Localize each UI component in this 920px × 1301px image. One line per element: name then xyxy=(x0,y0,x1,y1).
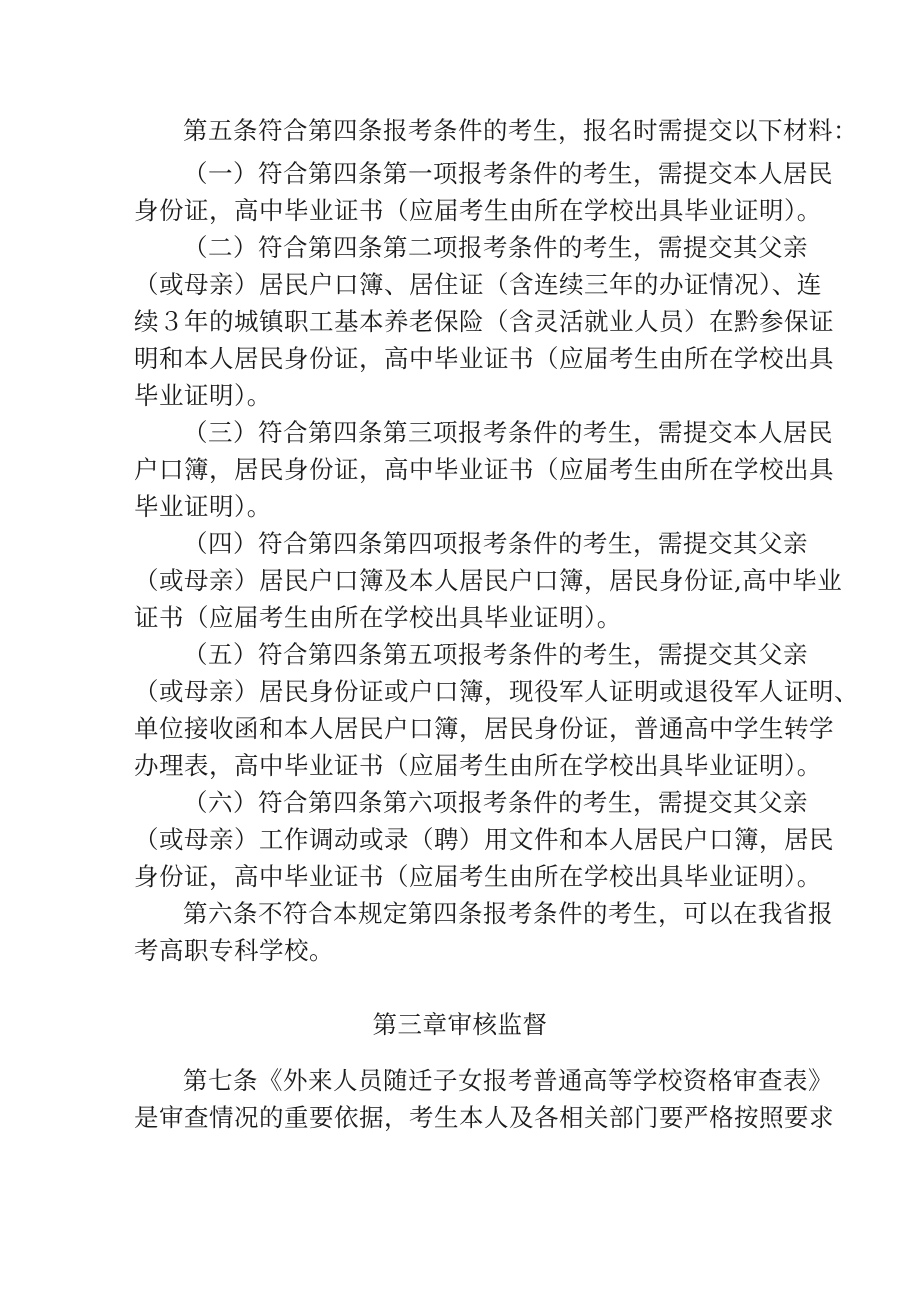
item-5-line-2: （或母亲）居民身份证或户口簿，现役军人证明或退役军人证明、 xyxy=(134,677,859,706)
item-2-line-5: 毕业证明）。 xyxy=(134,381,272,410)
item-4-line-2: （或母亲）居民户口簿及本人居民户口簿，居民身份证,高中毕业 xyxy=(134,566,843,595)
item-6-line-2: （或母亲）工作调动或录（聘）用文件和本人居民户口簿，居民 xyxy=(134,825,834,854)
item-4-line-1: （四）符合第四条第四项报考条件的考生，需提交其父亲 xyxy=(183,529,808,558)
item-4-line-3: 证书（应届考生由所在学校出具毕业证明）。 xyxy=(134,603,622,632)
item-2-line-2: （或母亲）居民户口簿、居住证（含连续三年的办证情况）、连 xyxy=(134,270,822,299)
item-3-line-2: 户口簿，居民身份证，高中毕业证书（应届考生由所在学校出具 xyxy=(134,455,834,484)
item-2-line-4: 明和本人居民身份证，高中毕业证书（应届考生由所在学校出具 xyxy=(134,344,834,373)
item-6-line-1: （六）符合第四条第六项报考条件的考生，需提交其父亲 xyxy=(183,788,808,817)
article-7-line-2: 是审查情况的重要依据，考生本人及各相关部门要严格按照要求 xyxy=(134,1103,834,1132)
item-5-line-1: （五）符合第四条第五项报考条件的考生，需提交其父亲 xyxy=(183,640,808,669)
article-6-line-1: 第六条不符合本规定第四条报考条件的考生，可以在我省报 xyxy=(183,899,833,928)
item-6-line-3: 身份证，高中毕业证书（应届考生由所在学校出具毕业证明）。 xyxy=(134,862,822,891)
chapter-3-heading: 第三章审核监督 xyxy=(372,1010,548,1039)
article-6-line-2: 考高职专科学校。 xyxy=(134,936,334,965)
item-2-line-1: （二）符合第四条第二项报考条件的考生，需提交其父亲 xyxy=(183,233,808,262)
article-7-line-1: 第七条《外来人员随迁子女报考普通高等学校资格审查表》 xyxy=(183,1066,833,1095)
item-5-line-3: 单位接收函和本人居民户口簿，居民身份证，普通高中学生转学 xyxy=(134,714,834,743)
item-5-line-4: 办理表，高中毕业证书（应届考生由所在学校出具毕业证明）。 xyxy=(134,751,822,780)
item-1-line-1: （一）符合第四条第一项报考条件的考生，需提交本人居民 xyxy=(183,159,833,188)
item-3-line-1: （三）符合第四条第三项报考条件的考生，需提交本人居民 xyxy=(183,418,833,447)
item-1-line-2: 身份证，高中毕业证书（应届考生由所在学校出具毕业证明）。 xyxy=(134,196,822,225)
article-5-heading-line: 第五条符合第四条报考条件的考生，报名时需提交以下材料： xyxy=(183,116,858,145)
item-3-line-3: 毕业证明）。 xyxy=(134,492,272,521)
item-2-line-3: 续３年的城镇职工基本养老保险（含灵活就业人员）在黔参保证 xyxy=(134,307,834,336)
